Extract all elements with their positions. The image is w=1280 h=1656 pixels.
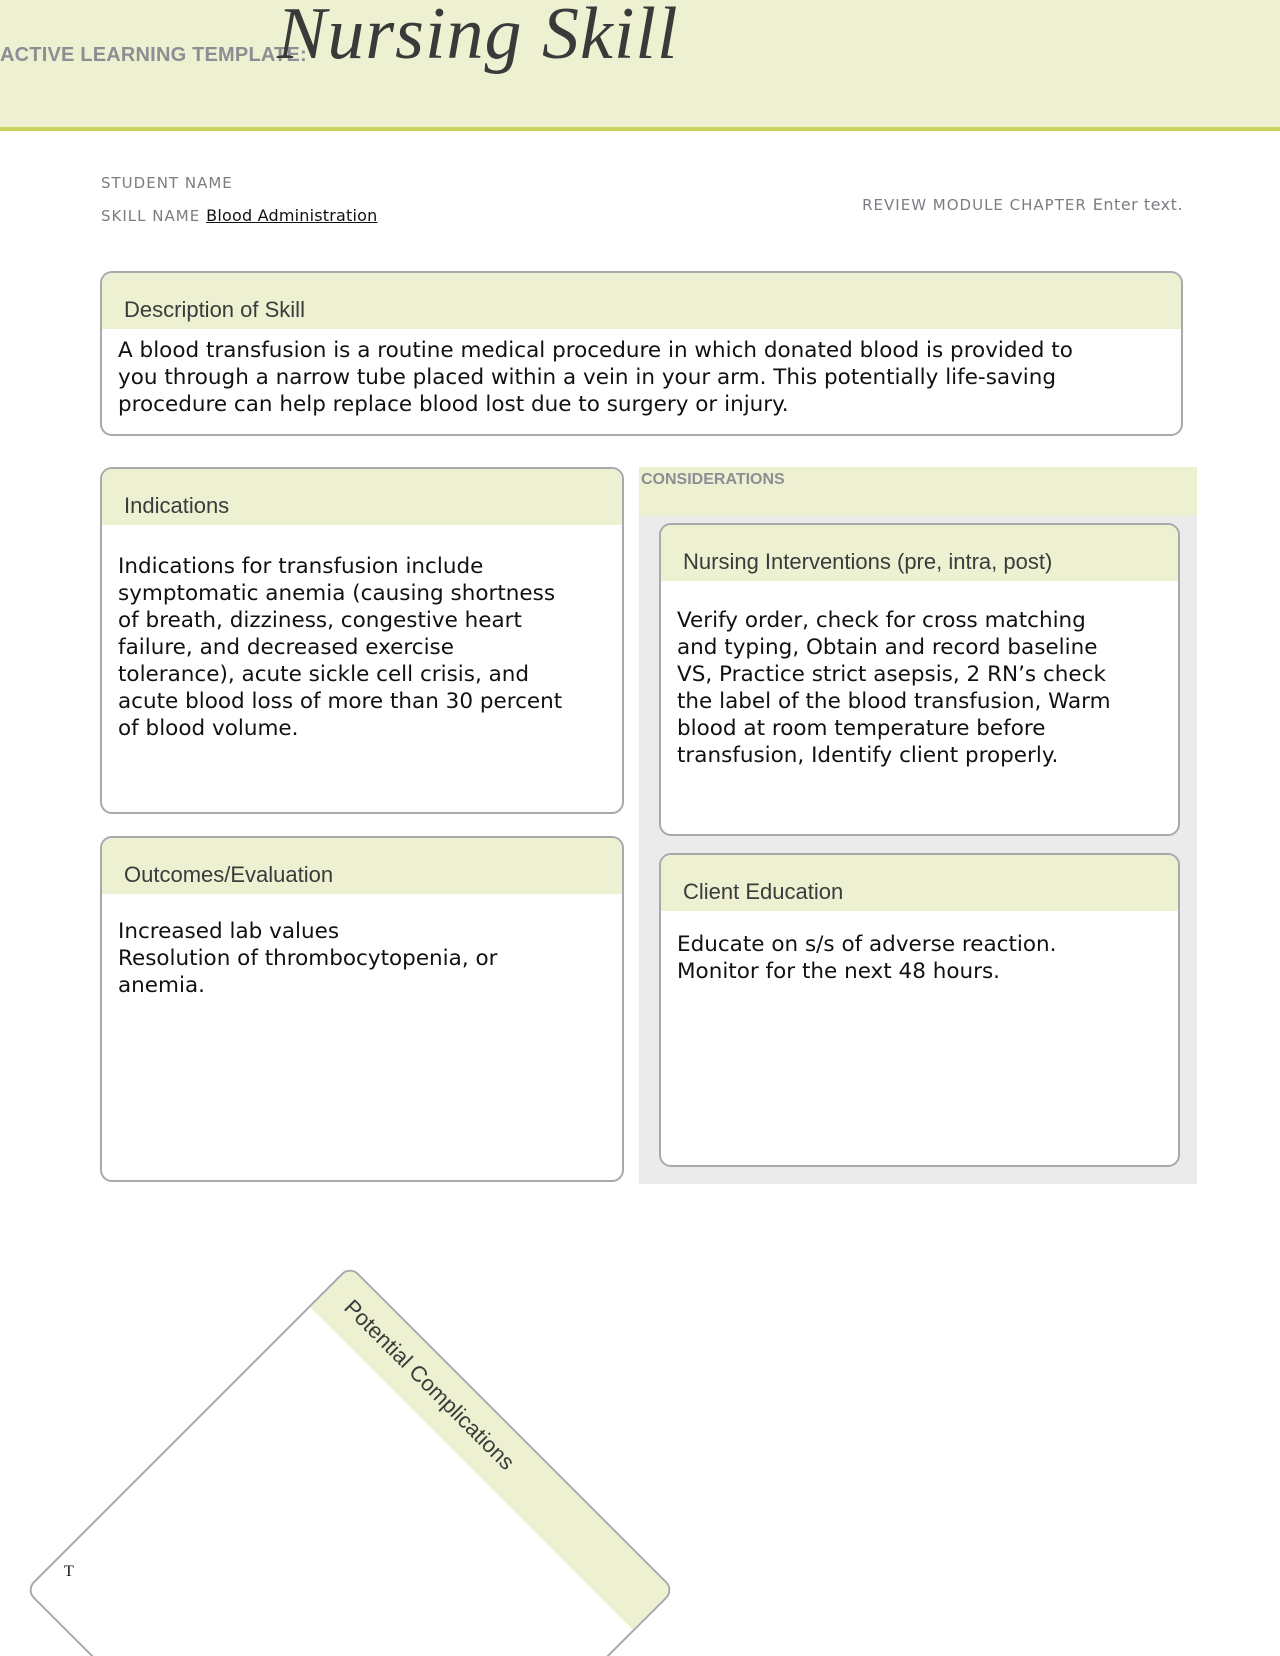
header-band xyxy=(0,0,1280,131)
page-title: Nursing Skill xyxy=(277,0,679,75)
template-label: ACTIVE LEARNING TEMPLATE: xyxy=(0,44,307,66)
indications-box xyxy=(100,467,624,814)
outcomes-header xyxy=(102,838,622,894)
indications-heading: Indications xyxy=(124,493,230,518)
client-education-heading: Client Education xyxy=(683,879,844,904)
nursing-interventions-text[interactable]: Verify order, check for cross matching and typing, Obtain and record baseline VS, Practice strict asepsis, 2 RN’s check the label of the blood transfusion, Warm blood at room temperature before transfusion, Identify client properly. xyxy=(677,608,1111,768)
client-education-text[interactable]: Educate on s/s of adverse reaction. Monitor for the next 48 hours. xyxy=(677,932,1057,984)
potential-complications-header xyxy=(310,1268,672,1630)
client-education-header xyxy=(661,855,1178,911)
nursing-interventions-box xyxy=(659,523,1180,836)
outcomes-box xyxy=(100,836,624,1182)
outcomes-heading: Outcomes/Evaluation xyxy=(124,862,334,887)
client-education-box xyxy=(659,853,1180,1167)
skill-name-field[interactable]: Blood Administration xyxy=(206,206,378,225)
description-box xyxy=(100,271,1183,436)
outcomes-text[interactable]: Increased lab values Resolution of thrombocytopenia, or anemia. xyxy=(118,919,498,998)
review-module-label: REVIEW MODULE CHAPTER xyxy=(862,196,1087,214)
considerations-label: CONSIDERATIONS xyxy=(641,471,785,488)
indications-header xyxy=(102,469,622,525)
description-text[interactable]: A blood transfusion is a routine medical procedure in which donated blood is provided to you through a narrow tube placed within a vein in your arm. This potentially life-saving procedure can help replace blood lost due to surgery or injury. xyxy=(118,338,1073,417)
description-header xyxy=(102,273,1181,329)
stray-text-mark: T xyxy=(64,1563,74,1580)
considerations-header xyxy=(639,467,1197,516)
indications-text[interactable]: Indications for transfusion include symptomatic anemia (causing shortness of breath, dizziness, congestive heart failure, and decreased exercise tolerance), acute sickle cell crisis, and acute blood loss of more than 30 percent of blood volume. xyxy=(118,554,563,741)
skill-name-line xyxy=(101,206,378,225)
student-name-label: STUDENT NAME xyxy=(101,174,233,192)
potential-complications-box xyxy=(25,1265,676,1656)
skill-name-label: SKILL NAME xyxy=(101,207,201,225)
review-module-line xyxy=(862,195,1183,214)
nursing-interventions-header xyxy=(661,525,1178,581)
review-module-field[interactable]: Enter text. xyxy=(1092,195,1183,214)
potential-complications-heading: Potential Complications xyxy=(339,1294,520,1475)
description-heading: Description of Skill xyxy=(124,297,305,322)
nursing-interventions-heading: Nursing Interventions (pre, intra, post) xyxy=(683,549,1053,574)
